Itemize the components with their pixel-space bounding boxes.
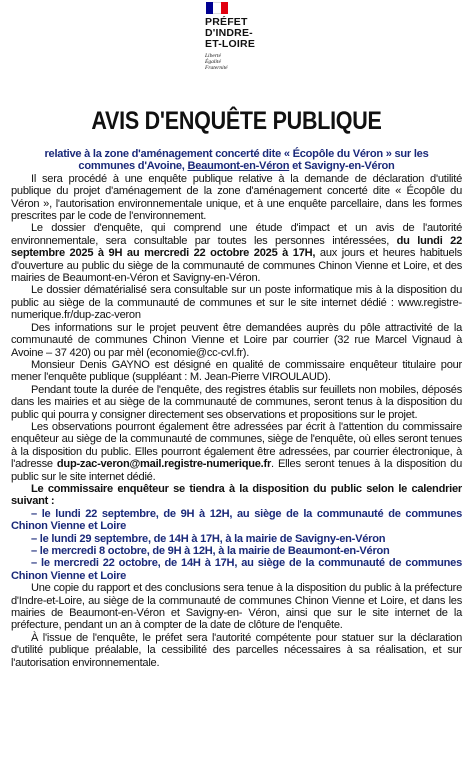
notice-body	[11, 148, 462, 669]
notice-subject: relative à la zone d'aménagement concerté dite « Écopôle du Véron » sur les communes d'Avoine, Beaumont-en-Véron et Savigny-en-Véron	[44, 148, 429, 173]
schedule-item: – le mercredi 8 octobre, de 9H à 12H, à la mairie de Beaumont-en-Véron	[31, 545, 390, 557]
prefecture-logo	[205, 2, 275, 72]
paragraph-online-dossier: Le dossier dématérialisé sera consultable sur un poste informatique mis à la disposition du public au siège de la communauté de communes et sur le site internet dédié : www.registre-numerique.fr/dup-zac-veron	[11, 284, 462, 322]
marianne-flag-icon	[206, 2, 228, 14]
paragraph-consultation: Le dossier d'enquête, qui comprend une étude d'impact et un avis de l'autorité environnementale, sera consultable par toutes les personnes intéressées, du lundi 22 septembre 2025 à 9H au mercredi 22 octobre 2025 à 17H, aux jours et heures habituels d'ouverture au public du siège de la communauté de communes Chinon Vienne et Loire, et des mairies de Beaumont-en-Véron et Savigny-en-Véron.	[11, 222, 462, 285]
schedule-item: – le mercredi 22 octobre, de 14H à 17H, au siège de la communauté de communes Chinon Vienne et Loire	[11, 557, 462, 582]
paragraph-commissioner: Monsieur Denis GAYNO est désigné en qualité de commissaire enquêteur titulaire pour mener l'enquête publique (suppléant : M. Jean-Pierre VIROULAUD).	[11, 358, 462, 384]
schedule-item: – le lundi 22 septembre, de 9H à 12H, au siège de la communauté de communes Chinon Vienne et Loire	[11, 507, 462, 533]
prefecture-name: PRÉFET D'INDRE- ET-LOIRE	[205, 16, 256, 50]
republic-motto: Liberté Égalité Fraternité	[205, 53, 228, 72]
paragraph-calendar-intro: Le commissaire enquêteur se tiendra à la disposition du public selon le calendrier suivant :	[11, 482, 462, 508]
paragraph-information: Des informations sur le projet peuvent être demandées auprès du pôle attractivité de la communauté de communes Chinon Vienne et Loire par courrier (32 rue Marcel Vignaud à Avoine – 37 420) ou par mèl (economie@cc-cvl.fr).	[11, 321, 462, 359]
schedule-item: – le lundi 29 septembre, de 14H à 17H, à la mairie de Savigny-en-Véron	[31, 532, 386, 545]
paragraph-procedure: Il sera procédé à une enquête publique relative à la demande de déclaration d'utilité publique du projet d'aménagement de la zone d'aménagement concerté dite « Écopôle du Véron », l'autorisation environnementale unique, et à une enquête parcellaire, dans les formes prescrites par le code de l'environnement.	[11, 172, 462, 223]
page-title: AVIS D'ENQUÊTE PUBLIQUE	[91, 107, 382, 135]
paragraph-registers: Pendant toute la durée de l'enquête, des registres établis sur feuillets non mobiles, déposés dans les mairies et au siège de la communauté de communes, seront tenus à la disposition du public qui pourra y consigner directement ses observations et propositions sur le projet.	[11, 383, 462, 421]
paragraph-observations: Les observations pourront également être adressées par écrit à l'attention du commissaire enquêteur au siège de la communauté de communes, siège de l'enquête, où elles seront tenues à la disposition du public. Elles pourront également être adressées, par courrier électronique, à l'adresse dup-zac-veron@mail.registre-numerique.fr. Elles seront tenues à la disposition du public sur le site internet dédié.	[11, 420, 462, 483]
paragraph-report: Une copie du rapport et des conclusions sera tenue à la disposition du public à la préfecture d'Indre-et-Loire, au siège de la communauté de communes Chinon Vienne et Loire, et dans les mairies de Beaumont-en-Véron et Savigny-en- Véron, ainsi que sur le site internet de la préfecture, pendant un an à compter de la date de clôture de l'enquête.	[11, 582, 462, 632]
email-address[interactable]: dup-zac-veron@mail.registre-numerique.fr	[56, 458, 272, 471]
paragraph-decision: À l'issue de l'enquête, le préfet sera l'autorité compétente pour statuer sur la déclaration d'utilité publique préalable, la cessibilité des parcelles nécessaires à sa réalisation, et sur l'autorisation environnementale.	[11, 631, 462, 669]
subject-link[interactable]: Beaumont-en-Véron	[187, 160, 290, 173]
